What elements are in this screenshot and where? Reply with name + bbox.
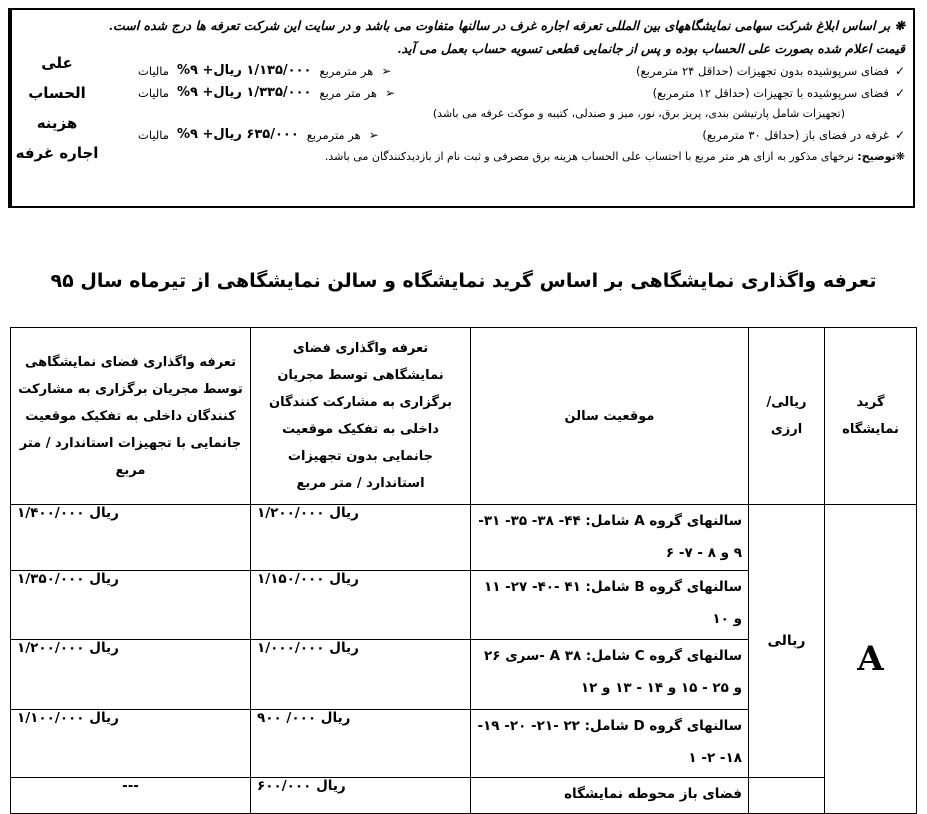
price-no-equipment-cell: ۱/۰۰۰/۰۰۰ ریال	[251, 640, 471, 710]
fee-row-tax: مالیات	[138, 64, 169, 78]
booth-fee-side-label	[10, 10, 102, 206]
header-tariff-with-equipment: تعرفه واگذاری فضای نمایشگاهی توسط مجریان برگزاری به مشارکت کنندگان داخلی به تفکیک موقعیت جانمایی با تجهیزات استاندارد / متر مربع	[11, 328, 251, 505]
equipment-note: (تجهیزات شامل پارتیشن بندی، پریز برق، نور، میز و صندلی، کتیبه و موکت غرفه می باشد)	[432, 107, 845, 120]
price-with-equipment-cell: ۱/۴۰۰/۰۰۰ ریال	[11, 505, 251, 571]
fee-row-covered-with-equipment	[108, 82, 905, 104]
price-no-equipment-cell: ۶۰۰/۰۰۰ ریال	[251, 778, 471, 814]
empty-currency-cell	[749, 778, 825, 814]
price-with-equipment-cell: ۱/۲۰۰/۰۰۰ ریال	[11, 640, 251, 710]
hall-location-cell: سالنهای گروه A شامل: ۴۴- ۳۸- ۳۵- ۳۱- ۹ و ۸ - ۷- ۶	[471, 505, 749, 571]
fee-intro-text: ❋ بر اساس ابلاغ شرکت سهامی نمایشگاههای بین المللی تعرفه اجاره غرف در سالنها متفاوت می باشد و در سایت این شرکت تعرفه ها درج شده است. قیمت اعلام شده بصورت علی الحساب بوده و پس از جانمایی قطعی تسویه حساب بعمل می آید.	[108, 18, 905, 56]
fee-row-label: فضای سرپوشیده با تجهیزات (حداقل ۱۲ مترمربع)	[652, 86, 889, 100]
table-row	[11, 778, 917, 814]
explanation-text: نرخهای مذکور به ازای هر متر مربع با احتساب علی الحساب هزینه برق مصرفی و ثبت نام از بازدیدکنندگان می باشد.	[324, 150, 854, 163]
hall-location-cell: سالنهای گروه C شامل: A ۳۸ -سری ۲۶ و ۲۵ - ۱۵ و ۱۴ - ۱۳ و ۱۲	[471, 640, 749, 710]
price-with-equipment-cell: ---	[11, 778, 251, 814]
hall-location-cell: فضای باز محوطه نمایشگاه	[471, 778, 749, 814]
hall-location-cell: سالنهای گروه B شامل: ۴۱ -۴۰- ۲۷- ۱۱ و ۱۰	[471, 571, 749, 640]
header-tariff-no-equipment: تعرفه واگذاری فضای نمایشگاهی توسط مجریان برگزاری به مشارکت کنندگان داخلی به تفکیک موقعیت جانمایی بدون تجهیزات استاندارد / متر مربع	[251, 328, 471, 505]
price-no-equipment-cell: ۹۰۰ /۰۰۰ ریال	[251, 710, 471, 778]
header-location: موقعیت سالن	[471, 328, 749, 505]
fee-row-covered-no-equipment	[108, 60, 905, 82]
price-with-equipment-cell: ۱/۱۰۰/۰۰۰ ریال	[11, 710, 251, 778]
fee-row-price: ۱/۳۳۵/۰۰۰ ریال+ ۹%	[176, 85, 312, 100]
checkmark-icon: ✓	[894, 86, 905, 100]
hall-location-cell: سالنهای گروه D شامل: ۲۲ -۲۱- ۲۰- ۱۹- ۱۸- ۲- ۱	[471, 710, 749, 778]
grade-cell: A	[825, 505, 917, 814]
side-label-line: علی الحساب	[28, 54, 86, 102]
checkmark-icon: ✓	[894, 128, 905, 142]
header-grade: گرید نمایشگاه	[825, 328, 917, 505]
booth-fee-box	[8, 8, 915, 208]
fee-row-price: ۱/۱۳۵/۰۰۰ ریال+ ۹%	[176, 63, 312, 78]
fee-row-per-unit: هر مترمربع	[319, 64, 374, 78]
side-label-line: اجاره غرفه	[15, 144, 99, 162]
price-no-equipment-cell: ۱/۱۵۰/۰۰۰ ریال	[251, 571, 471, 640]
fee-row-tax: مالیات	[138, 86, 169, 100]
tariff-title: تعرفه واگذاری نمایشگاهی بر اساس گرید نمایشگاه و سالن نمایشگاهی از تیرماه سال ۹۵	[50, 270, 877, 292]
fee-row-tax: مالیات	[138, 128, 169, 142]
price-with-equipment-cell: ۱/۳۵۰/۰۰۰ ریال	[11, 571, 251, 640]
explanation-label: ❋توضیح:	[857, 150, 905, 163]
fee-row-price: ۶۳۵/۰۰۰ ریال+ ۹%	[176, 127, 299, 142]
table-header-row	[11, 328, 917, 505]
fee-explanation	[108, 146, 905, 168]
booth-fee-details	[102, 10, 913, 206]
fee-row-label: فضای سرپوشیده بدون تجهیزات (حداقل ۲۴ مترمربع)	[636, 64, 889, 78]
fee-row-open-space	[108, 124, 905, 146]
fee-row-per-unit: هر مترمربع	[306, 128, 361, 142]
price-no-equipment-cell: ۱/۲۰۰/۰۰۰ ریال	[251, 505, 471, 571]
fee-row-per-unit: هر متر مربع	[319, 86, 377, 100]
currency-cell: ریالی	[749, 505, 825, 778]
tariff-table	[10, 327, 917, 814]
side-label-line: هزینه	[36, 114, 78, 132]
fee-row-label: غرفه در فضای باز (حداقل ۳۰ مترمربع)	[702, 128, 889, 142]
header-currency: ریالی/ ارزی	[749, 328, 825, 505]
arrow-icon: ➢	[368, 128, 379, 142]
arrow-icon: ➢	[385, 86, 396, 100]
checkmark-icon: ✓	[894, 64, 905, 78]
arrow-icon: ➢	[381, 64, 392, 78]
table-row	[11, 505, 917, 571]
